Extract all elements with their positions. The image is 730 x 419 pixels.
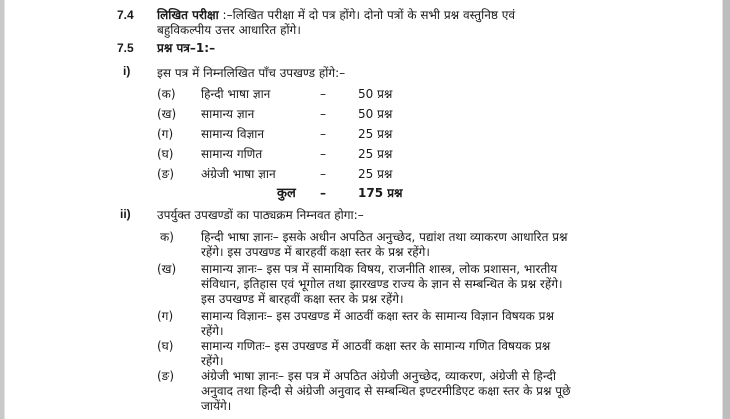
syllabus-marker: (घ)	[157, 339, 174, 353]
row-dash: –	[320, 87, 326, 101]
section-number-7-5: 7.5	[117, 41, 134, 55]
section-7-4-text: :–लिखित परीक्षा में दो पत्र होंगे। दोनो पत्रों के सभी प्रश्न वस्तुनिष्ठ एवं	[218, 8, 516, 22]
total-value: 175 प्रश्न	[358, 186, 403, 200]
document-page	[5, 0, 722, 419]
row-marker: (क)	[157, 87, 176, 101]
row-marks: 25 प्रश्न	[358, 127, 393, 141]
row-name: सामान्य विज्ञान	[201, 127, 265, 141]
row-name: अंग्रेजी भाषा ज्ञान	[201, 167, 276, 181]
syllabus-line: संविधान, इतिहास एवं भूगोल तथा झारखण्ड राज्य के ज्ञान से सम्बन्धित के प्रश्न रहेंगे।	[201, 277, 563, 291]
syllabus-line: सामान्य ज्ञानः– इस पत्र में सामायिक विषय, राजनीति शास्त्र, लोक प्रशासन, भारतीय	[201, 262, 558, 276]
row-marks: 25 प्रश्न	[358, 167, 393, 181]
row-marks: 50 प्रश्न	[358, 87, 393, 101]
scrollbar-track[interactable]	[723, 0, 730, 419]
syllabus-line: इस उपखण्ड में बारहवीं कक्षा स्तर के प्रश्न रहेंगे।	[201, 292, 404, 306]
syllabus-marker: (ख)	[157, 262, 177, 276]
row-marker: (ख)	[157, 107, 177, 121]
row-marker: (ग)	[157, 127, 174, 141]
syllabus-marker: (ङ)	[157, 369, 175, 383]
row-dash: –	[320, 167, 326, 181]
syllabus-line: सामान्य विज्ञानः– इस उपखण्ड में आठवीं कक्षा स्तर के सामान्य विज्ञान विषयक प्रश्न	[201, 309, 554, 323]
part-ii-marker: ii)	[120, 207, 131, 221]
section-number-7-4: 7.4	[117, 8, 134, 22]
row-marker: (ङ)	[157, 167, 175, 181]
part-i-marker: i)	[123, 64, 131, 78]
syllabus-line: जायेंगे।	[201, 399, 232, 413]
syllabus-line: अंग्रेजी भाषा ज्ञानः– इस पत्र में अपठित अंग्रेजी अनुच्छेद, व्याकरण, अंग्रेजी से हिन्दी	[201, 369, 557, 383]
part-ii-intro: उपर्युक्त उपखण्डों का पाठ्यक्रम निम्नवत होगा:–	[157, 208, 364, 222]
section-7-4-line-2: बहुविकल्पीय उत्तर आधारित होंगे।	[157, 23, 301, 37]
row-name: सामान्य गणित	[201, 147, 263, 161]
total-label: कुल	[277, 186, 296, 201]
part-i-intro: इस पत्र में निम्नलिखित पाँच उपखण्ड होंगे:–	[157, 66, 346, 80]
row-marks: 25 प्रश्न	[358, 147, 393, 161]
syllabus-line: सामान्य गणितः– इस उपखण्ड में आठवीं कक्षा स्तर के सामान्य गणित विषयक प्रश्न	[201, 339, 551, 353]
section-7-4-line-1	[157, 8, 515, 23]
syllabus-marker: क)	[160, 230, 174, 244]
section-7-5-title: प्रश्न पत्र–1:–	[157, 41, 216, 55]
syllabus-line: अनुवाद तथा हिन्दी से अंग्रेजी अनुवाद से सम्बन्धित इण्टरमीडिएट कक्षा स्तर के प्रश्न पूछे	[201, 384, 571, 398]
syllabus-line: रहेंगे। इस उपखण्ड में बारहवीं कक्षा स्तर के प्रश्न रहेंगे।	[201, 245, 430, 259]
row-marks: 50 प्रश्न	[358, 107, 393, 121]
row-dash: –	[320, 147, 326, 161]
row-dash: –	[320, 127, 326, 141]
row-dash: –	[320, 107, 326, 121]
row-name: हिन्दी भाषा ज्ञान	[201, 87, 271, 101]
row-marker: (घ)	[157, 147, 174, 161]
section-7-4-heading: लिखित परीक्षा	[157, 8, 219, 22]
syllabus-line: हिन्दी भाषा ज्ञानः– इसके अधीन अपठित अनुच्छेद, पद्यांश तथा व्याकरण आधारित प्रश्न	[201, 230, 568, 244]
row-name: सामान्य ज्ञान	[201, 107, 255, 121]
syllabus-line: रहेंगे।	[201, 324, 224, 338]
total-dash: –	[320, 186, 326, 200]
syllabus-line: रहेंगे।	[201, 354, 224, 368]
syllabus-marker: (ग)	[157, 309, 174, 323]
